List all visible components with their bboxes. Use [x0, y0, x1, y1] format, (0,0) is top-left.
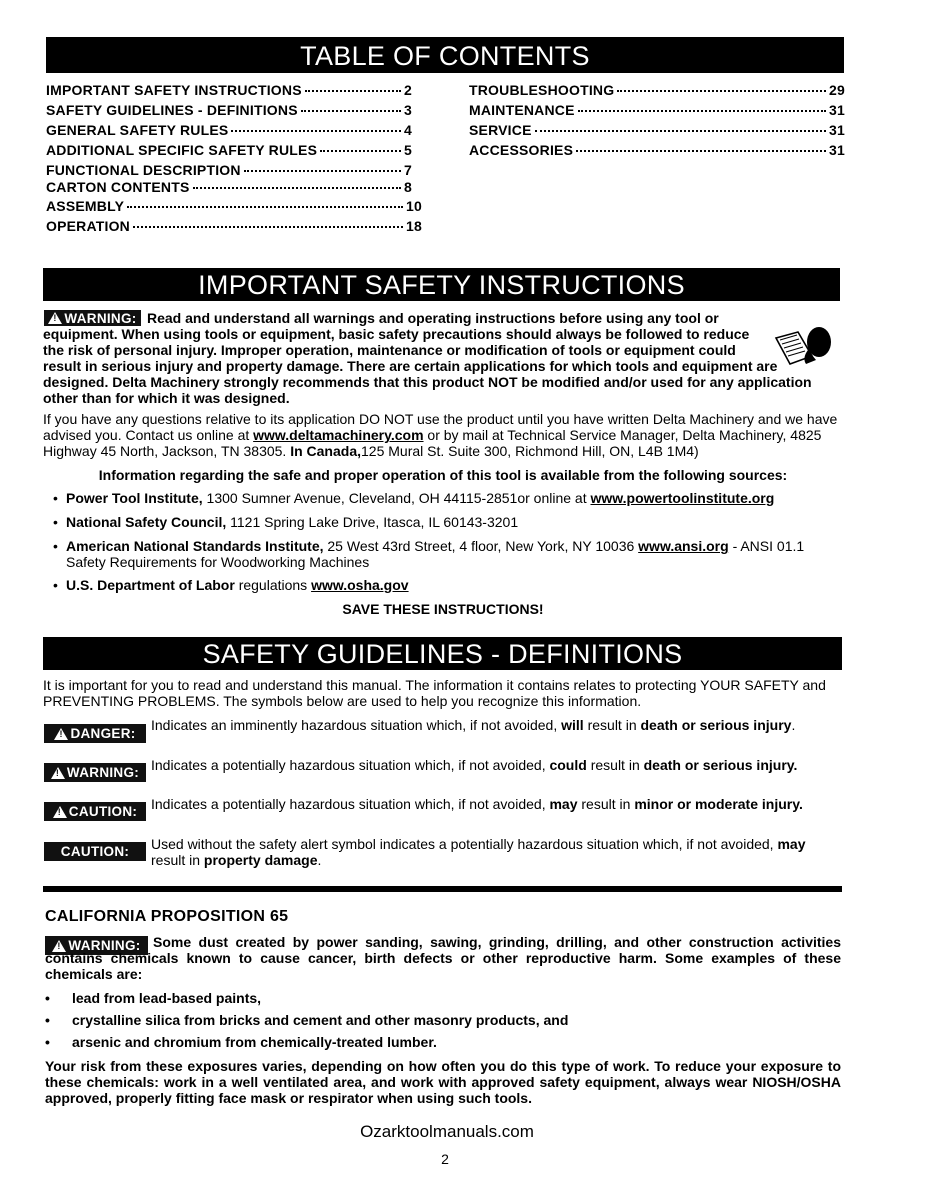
warning-badge: ! WARNING:	[44, 310, 141, 326]
section-divider	[43, 886, 842, 892]
warning-badge: ! WARNING:	[45, 936, 148, 955]
toc-entry[interactable]: OPERATION 18	[46, 218, 422, 234]
toc-entry[interactable]: SAFETY GUIDELINES - DEFINITIONS 3	[46, 102, 412, 118]
pti-link[interactable]: www.powertoolinstitute.org	[590, 490, 775, 506]
toc-entry[interactable]: ADDITIONAL SPECIFIC SAFETY RULES 5	[46, 142, 412, 158]
ansi-link[interactable]: www.ansi.org	[638, 538, 729, 554]
prop65-text: Some dust created by power sanding, sawing, grinding, drilling, and other construction activities contains chemicals known to cause cancer, birth defects or other reproductive harm. Some examples of these chemicals are:	[45, 934, 841, 982]
prop65-closing: Your risk from these exposures varies, depending on how often you do this type of work. To reduce your exposure to these chemicals: work in a well ventilated area, and work with approved safety equipment, always wear NIOSH/OSHA approved, properly fitting face mask or respirator when using such tools.	[45, 1058, 841, 1106]
toc-entry[interactable]: CARTON CONTENTS 8	[46, 179, 412, 195]
osha-link[interactable]: www.osha.gov	[311, 577, 409, 593]
caution-definition: Indicates a potentially hazardous situation which, if not avoided, may result in minor or moderate injury.	[151, 796, 803, 812]
list-item: • lead from lead-based paints,	[45, 990, 262, 1006]
isi-title: IMPORTANT SAFETY INSTRUCTIONS	[43, 268, 840, 301]
footer-site: Ozarktoolmanuals.com	[360, 1122, 534, 1141]
alert-triangle-icon	[51, 767, 65, 779]
toc-entry[interactable]: FUNCTIONAL DESCRIPTION 7	[46, 162, 412, 178]
danger-definition: Indicates an imminently hazardous situation which, if not avoided, will result in death or serious injury.	[151, 717, 796, 733]
caution-no-symbol-badge: CAUTION:	[44, 842, 146, 861]
isi-questions: If you have any questions relative to its application DO NOT use the product until you have written Delta Machinery and we have advised you. Contact us online at www.deltamachinery.com or by mail at Technical Service Manager, Delta Machinery, 4825 Highway 45 North, Jackson, TN 38305. In Canada,125 Mural St. Suite 300, Richmond Hill, ON, L4B 1M4)	[43, 411, 838, 459]
info-heading: Information regarding the safe and proper operation of this tool is available from the following sources:	[98, 467, 788, 483]
alert-triangle-icon	[53, 806, 67, 818]
alert-triangle-icon	[54, 728, 68, 740]
sgd-intro: It is important for you to read and understand this manual. The information it contains relates to protecting YOUR SAFETY and PREVENTING PROBLEMS. The symbols below are used to help you recognize this information.	[43, 677, 826, 709]
toc-entry[interactable]: SERVICE 31	[469, 122, 845, 138]
save-instructions: SAVE THESE INSTRUCTIONS!	[342, 601, 544, 617]
sgd-title: SAFETY GUIDELINES - DEFINITIONS	[43, 637, 842, 670]
isi-warning-text: Read and understand all warnings and operating instructions before using any tool or equipment. When using tools or equipment, basic safety precautions should always be followed to reduce the risk of personal injury. Improper operation, maintenance or modification of tools or equipment could result in serious injury and property damage. There are certain applications for which tools and equipment are designed. Delta Machinery strongly recommends that this product NOT be modified and/or used for any application other than for which it was designed.	[43, 310, 812, 406]
danger-badge: ! DANGER:	[44, 724, 146, 743]
toc-entry[interactable]: ASSEMBLY 10	[46, 198, 422, 214]
toc-entry[interactable]: ACCESSORIES 31	[469, 142, 845, 158]
list-item: • crystalline silica from bricks and cement and other masonry products, and	[45, 1012, 569, 1028]
page-number: 2	[441, 1151, 449, 1167]
list-item: • American National Standards Institute, 25 West 43rd Street, 4 floor, New York, NY 10036 www.ansi.org - ANSI 01.1 Safety Requirements for Woodworking Machines	[53, 538, 805, 570]
warning-badge: ! WARNING:	[44, 763, 146, 782]
delta-link[interactable]: www.deltamachinery.com	[253, 427, 424, 443]
toc-entry[interactable]: MAINTENANCE 31	[469, 102, 845, 118]
list-item: • arsenic and chromium from chemically-treated lumber.	[45, 1034, 437, 1050]
warning-definition: Indicates a potentially hazardous situation which, if not avoided, could result in death or serious injury.	[151, 757, 798, 773]
toc-title: TABLE OF CONTENTS	[46, 37, 844, 73]
list-item: • Power Tool Institute, 1300 Sumner Avenue, Cleveland, OH 44115-2851or online at www.powertoolinstitute.org	[53, 490, 775, 506]
list-item: • U.S. Department of Labor regulations www.osha.gov	[53, 577, 409, 593]
caution-badge: ! CAUTION:	[44, 802, 146, 821]
toc-entry[interactable]: GENERAL SAFETY RULES 4	[46, 122, 412, 138]
caution-property-definition: Used without the safety alert symbol indicates a potentially hazardous situation which, if not avoided, may result in property damage.	[151, 836, 806, 868]
toc-entry[interactable]: TROUBLESHOOTING 29	[469, 82, 845, 98]
prop65-heading: CALIFORNIA PROPOSITION 65	[45, 908, 289, 925]
list-item: • National Safety Council, 1121 Spring Lake Drive, Itasca, IL 60143-3201	[53, 514, 519, 530]
toc-entry[interactable]: IMPORTANT SAFETY INSTRUCTIONS 2	[46, 82, 412, 98]
